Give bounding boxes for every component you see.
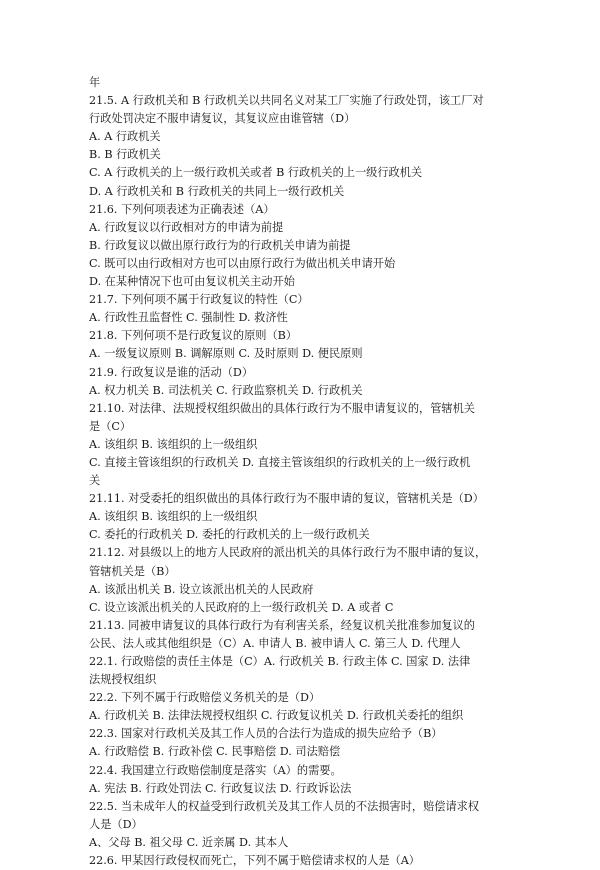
text-line: A. 行政赔偿 B. 行政补偿 C. 民事赔偿 D. 司法赔偿 [89,745,341,759]
text-line: 22.2. 下列不属于行政赔偿义务机关的是（D） [89,691,321,705]
text-line: 21.12. 对县级以上的地方人民政府的派出机关的具体行政行为不服申请的复议， [89,546,487,560]
text-line: 年 [89,76,101,89]
text-line: 21.7. 下列何项不属于行政复议的特性（C） [89,293,309,307]
text-line: 22.4. 我国建立行政赔偿制度是落实（A）的需要。 [89,763,342,777]
text-line: 管辖机关是（B） [89,564,176,578]
text-line: C. 委托的行政机关 D. 委托的行政机关的上一级行政机关 [89,528,370,542]
text-line: C. A 行政机关的上一级行政机关或者 B 行政机关的上一级行政机关 [89,166,423,180]
text-line: 21.5. A 行政机关和 B 行政机关以共同名义对某工厂实施了行政处罚，该工厂对 [89,94,484,108]
text-line: A. 该组织 B. 该组织的上一级组织 [89,510,258,524]
text-line: 是（C） [89,419,132,433]
text-line: B. B 行政机关 [89,148,161,162]
text-line: A. 该派出机关 B. 设立该派出机关的人民政府 [89,582,314,596]
text-line: A. A 行政机关 [89,130,161,144]
text-line: A. 行政复议以行政相对方的申请为前提 [89,220,284,234]
text-line: 21.13. 同被申请复议的具体行政行为有利害关系，经复议机关批准参加复议的 [89,618,475,632]
text-line: A. 一级复议原则 B. 调解原则 C. 及时原则 D. 便民原则 [89,347,363,361]
text-line: D. 在某种情况下也可由复议机关主动开始 [89,275,295,289]
text-line: C. 设立该派出机关的人民政府的上一级行政机关 D. A 或者 C [89,600,394,614]
text-line: D. A 行政机关和 B 行政机关的共同上一级行政机关 [89,184,345,198]
text-line: 关 [89,474,101,488]
text-line: C. 直接主管该组织的行政机关 D. 直接主管该组织的行政机关的上一级行政机 [89,455,471,469]
document-body [89,74,519,870]
text-line: 21.6. 下列何项表述为正确表述（A） [89,202,275,216]
text-line: 行政处罚决定不服申请复议，其复议应由谁管辖（D） [89,112,356,126]
text-line: A. 行政机关 B. 法律法规授权组织 C. 行政复议机关 D. 行政机关委托的组织 [89,709,464,723]
text-line: 21.10. 对法律、法规授权组织做出的具体行政行为不服申请复议的，管辖机关 [89,401,475,415]
text-line: A. 行政性丑监督性 C. 强制性 D. 救济性 [89,311,288,325]
text-line: 21.8. 下列何项不是行政复议的原则（B） [89,329,298,343]
text-line: A. 该组织 B. 该组织的上一级组织 [89,437,258,451]
text-line: 22.5. 当未成年人的权益受到行政机关及其工作人员的不法损害时，赔偿请求权 [89,799,480,813]
text-line: A、父母 B. 祖父母 C. 近亲属 D. 其本人 [89,835,289,849]
text-line: 公民、法人或其他组织是（C）A. 申请人 B. 被申请人 C. 第三人 D. 代理人 [89,636,461,650]
text-line: 22.1. 行政赔偿的责任主体是（C）A. 行政机关 B. 行政主体 C. 国家 D. 法律 [89,655,471,668]
text-line: C. 既可以由行政相对方也可以由原行政行为做出机关申请开始 [89,256,396,270]
text-line: 人是（D） [89,817,143,831]
text-line: 22.6. 甲某因行政侵权而死亡，下列不属于赔偿请求权的人是（A） [89,854,420,868]
text-line: 21.11. 对受委托的组织做出的具体行政行为不服申请的复议，管辖机关是（D） [89,492,484,506]
text-line: A. 宪法 B. 行政处罚法 C. 行政复议法 D. 行政诉讼法 [89,781,352,795]
text-line: 22.3. 国家对行政机关及其工作人员的合法行为造成的损失应给予（B） [89,727,443,741]
text-line: 法规授权组织 [89,673,157,687]
text-line: 21.9. 行政复议是谁的活动（D） [89,365,254,379]
text-line: B. 行政复议以做出原行政行为的行政机关申请为前提 [89,238,351,252]
text-line: A. 权力机关 B. 司法机关 C. 行政监察机关 D. 行政机关 [89,383,363,397]
